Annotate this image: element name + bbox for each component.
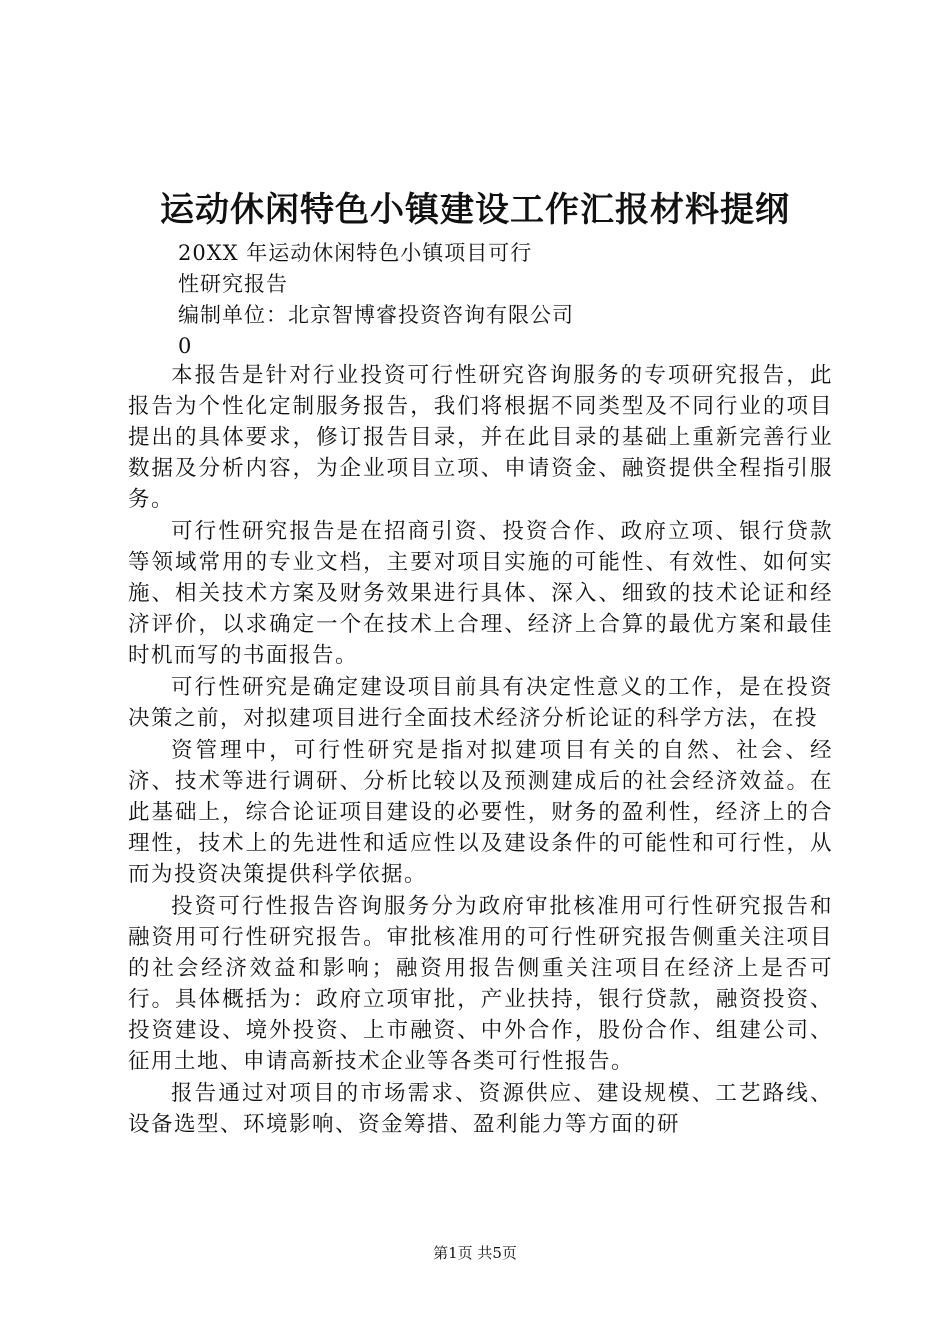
page-footer: 第1页 共5页 [433, 1244, 517, 1262]
paragraph: 资管理中，可行性研究是指对拟建项目有关的自然、社会、经济、技术等进行调研、分析比较以及预测建成后的社会经济效益。在此基础上，综合论证项目建设的必要性，财务的盈利性，经济上的合理性，技术上的先进性和适应性以及建设条件的可能性和可行性，从而为投资决策提供科学依据。 [128, 738, 833, 887]
document-title: 运动休闲特色小镇建设工作汇报材料提纲 [160, 190, 790, 230]
paragraph: 可行性研究报告是在招商引资、投资合作、政府立项、银行贷款等领域常用的专业文档，主要对项目实施的可能性、有效性、如何实施、相关技术方案及财务效果进行具体、深入、细致的技术论证和经济评价，以求确定一个在技术上合理、经济上合算的最优方案和最佳时机而写的书面报告。 [128, 519, 833, 668]
document-body [128, 360, 833, 1141]
meta-line: 20XX 年运动休闲特色小镇项目可行 [178, 241, 533, 265]
meta-line: 性研究报告 [178, 272, 288, 296]
meta-line: 0 [178, 334, 193, 358]
paragraph: 投资可行性报告咨询服务分为政府审批核准用可行性研究报告和融资用可行性研究报告。审批核准用的可行性研究报告侧重关注项目的社会经济效益和影响；融资用报告侧重关注项目在经济上是否可行。具体概括为：政府立项审批，产业扶持，银行贷款，融资投资、投资建设、境外投资、上市融资、中外合作，股份合作、组建公司、征用土地、申请高新技术企业等各类可行性报告。 [128, 894, 833, 1074]
paragraph: 可行性研究是确定建设项目前具有决定性意义的工作，是在投资决策之前，对拟建项目进行全面技术经济分析论证的科学方法，在投 [128, 675, 833, 731]
paragraph: 报告通过对项目的市场需求、资源供应、建设规模、工艺路线、设备选型、环境影响、资金筹措、盈利能力等方面的研 [128, 1081, 833, 1137]
paragraph: 本报告是针对行业投资可行性研究咨询服务的专项研究报告，此报告为个性化定制服务报告，我们将根据不同类型及不同行业的项目提出的具体要求，修订报告目录，并在此目录的基础上重新完善行业数据及分析内容，为企业项目立项、申请资金、融资提供全程指引服务。 [128, 363, 833, 512]
document-meta [178, 238, 898, 362]
meta-line: 编制单位：北京智博睿投资咨询有限公司 [178, 303, 574, 327]
